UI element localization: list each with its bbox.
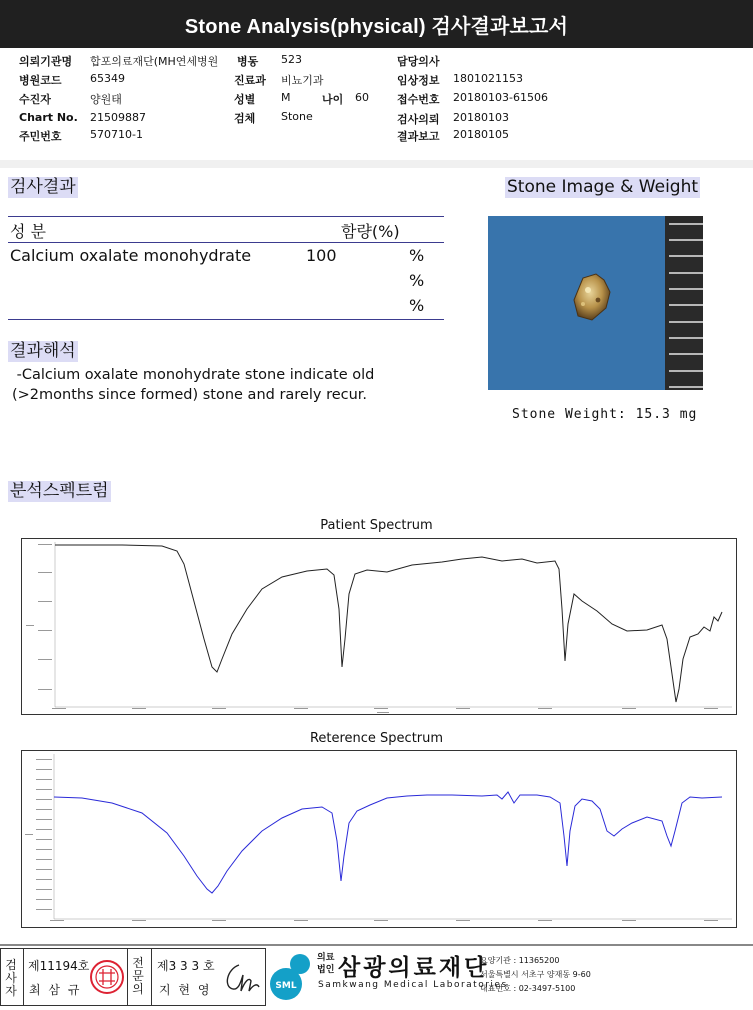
result-amount: 100 bbox=[306, 246, 337, 265]
interpretation-heading: 결과해석 bbox=[10, 341, 76, 361]
table-top-line bbox=[8, 216, 444, 217]
specimen-label: 검체 bbox=[234, 112, 256, 125]
chart-label: Chart No. bbox=[19, 111, 78, 124]
org-english: Samkwang Medical Laboratories bbox=[318, 980, 508, 990]
specialist-label: 전문의 bbox=[132, 956, 144, 996]
org-phone: 대표번호 : 02-3497-5100 bbox=[480, 984, 576, 993]
report-footer bbox=[0, 944, 753, 1010]
reference-spectrum-plot bbox=[21, 750, 737, 928]
org-code: 요양기관 : 11365200 bbox=[480, 956, 560, 965]
clinical-label: 임상정보 bbox=[397, 74, 440, 87]
receipt-value: 20180103-61506 bbox=[453, 91, 548, 104]
org-address: 서울특별시 서초구 양재동 9-60 bbox=[480, 970, 591, 979]
section-divider bbox=[0, 160, 753, 168]
col-amount: 함량(%) bbox=[341, 222, 400, 241]
interpretation-line: -Calcium oxalate monohydrate stone indicate old bbox=[12, 367, 375, 383]
patient-value: 양원태 bbox=[90, 93, 122, 106]
table-header-line bbox=[8, 242, 444, 243]
report-label: 결과보고 bbox=[397, 130, 440, 143]
report-title: Stone Analysis(physical) 검사결과보고서 bbox=[0, 0, 753, 48]
specialist-signature bbox=[219, 957, 261, 997]
reference-spectrum-title: Reterence Spectrum bbox=[309, 731, 444, 746]
examiner-label: 검사자 bbox=[5, 958, 17, 998]
rrn-value: 570710-1 bbox=[90, 128, 143, 141]
col-component: 성 분 bbox=[10, 222, 46, 241]
examiner-no: 제11194호 bbox=[28, 959, 90, 973]
interpretation-line: (>2months since formed) stone and rarely recur. bbox=[12, 387, 368, 403]
doctor-label: 담당의사 bbox=[397, 55, 440, 68]
rrn-label: 주민번호 bbox=[19, 130, 62, 143]
hospital-code-label: 병원코드 bbox=[19, 74, 62, 87]
stone-photo bbox=[488, 216, 703, 390]
org-contact bbox=[480, 954, 591, 996]
ward-label: 병동 bbox=[237, 55, 259, 68]
dept-label: 진료과 bbox=[234, 74, 266, 87]
dept-value: 비뇨기과 bbox=[281, 74, 324, 87]
org-prefix-top: 의료 bbox=[317, 953, 335, 963]
specialist-name: 지 현 영 bbox=[159, 983, 212, 997]
chart-value: 21509887 bbox=[90, 111, 146, 124]
specialist-no: 제3 3 3 호 bbox=[157, 959, 215, 973]
signature-box bbox=[0, 948, 266, 1006]
org-name: 삼광의료재단 bbox=[338, 955, 490, 981]
sex-label: 성별 bbox=[234, 93, 256, 106]
sex-value: M bbox=[281, 91, 291, 104]
examiner-name: 최 삼 규 bbox=[29, 983, 82, 997]
institution-value: 합포의료재단(MH연세병원 bbox=[90, 55, 219, 68]
stone-heading: Stone Image & Weight bbox=[507, 177, 699, 197]
stone-weight-value: 15.3 mg bbox=[635, 407, 698, 422]
patient-spectrum-plot bbox=[21, 538, 737, 715]
footer-divider bbox=[0, 944, 753, 946]
org-prefix-bottom: 법인 bbox=[317, 965, 335, 975]
age-value: 60 bbox=[355, 91, 369, 104]
institution-label: 의뢰기관명 bbox=[19, 55, 73, 68]
report-value: 20180105 bbox=[453, 128, 509, 141]
request-label: 검사의뢰 bbox=[397, 113, 440, 126]
org-prefix bbox=[317, 952, 334, 976]
stone-weight bbox=[512, 407, 697, 422]
clinical-value: 1801021153 bbox=[453, 72, 523, 85]
stone-weight-label: Stone Weight: bbox=[512, 407, 627, 422]
ward-value: 523 bbox=[281, 53, 302, 66]
result-component: Calcium oxalate monohydrate bbox=[10, 246, 252, 265]
result-unit: % bbox=[409, 271, 425, 290]
request-value: 20180103 bbox=[453, 111, 509, 124]
age-label: 나이 bbox=[322, 93, 344, 106]
spectrum-heading: 분석스펙트럼 bbox=[10, 481, 109, 501]
table-bottom-line bbox=[8, 319, 444, 320]
specimen-value: Stone bbox=[281, 110, 313, 123]
result-unit: % bbox=[409, 296, 425, 315]
patient-spectrum-title: Patient Spectrum bbox=[320, 518, 433, 533]
receipt-label: 접수번호 bbox=[397, 93, 440, 106]
sml-logo-icon bbox=[266, 950, 318, 1002]
examiner-seal bbox=[89, 959, 125, 995]
results-heading: 검사결과 bbox=[10, 177, 76, 197]
hospital-code-value: 65349 bbox=[90, 72, 125, 85]
interpretation-text bbox=[12, 365, 432, 405]
logo-text: SML bbox=[275, 981, 297, 991]
patient-label: 수진자 bbox=[19, 93, 51, 106]
result-unit: % bbox=[409, 246, 425, 265]
